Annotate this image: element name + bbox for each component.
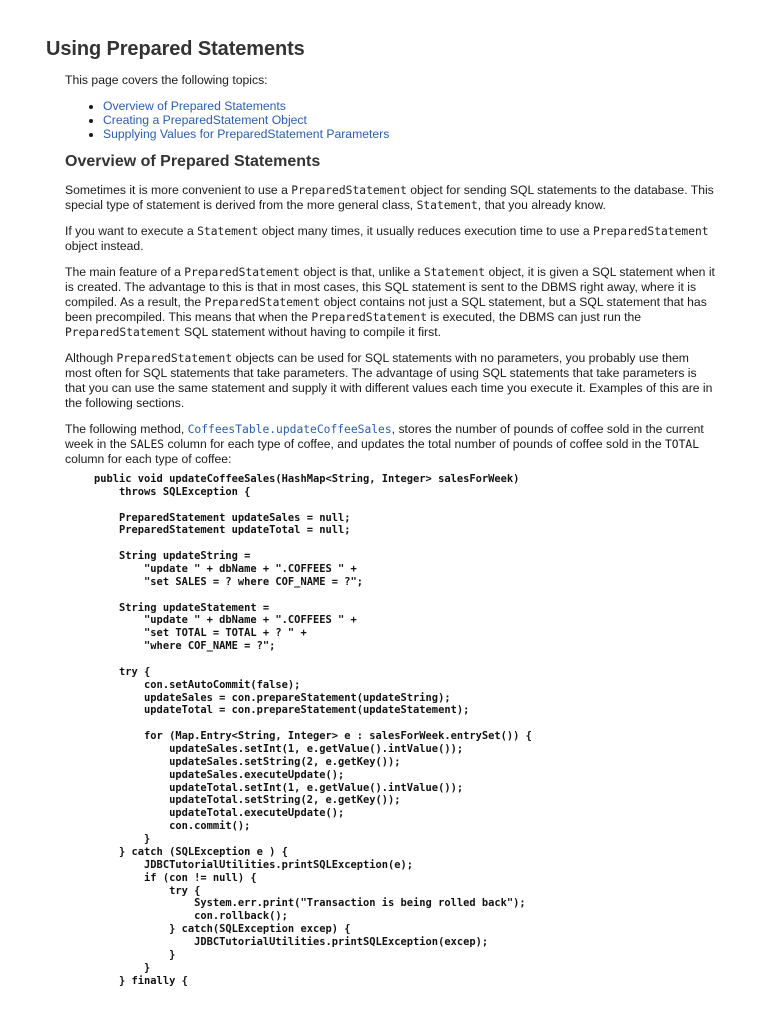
text-run: object is that, unlike a bbox=[299, 265, 424, 279]
toc-link-overview[interactable]: Overview of Prepared Statements bbox=[103, 99, 286, 113]
inline-code: TOTAL bbox=[665, 438, 700, 451]
paragraph-4 bbox=[65, 351, 715, 411]
code-block: public void updateCoffeeSales(HashMap<String, Integer> salesForWeek) throws SQLException { PreparedStatement updateSales = null; PreparedStatement updateTotal = null; String updateString = "update " + dbName + ".COFFEES " + "set SALES = ? where COF_NAME = ?"; String updateStatement = "update " + dbName + ".COFFEES " + "set TOTAL = TOTAL + ? " + "where COF_NAME = ?"; try { con.setAutoCommit(false); updateSales = con.prepareStatement(updateString); updateTotal = con.prepareStatement(updateStatement); for (Map.Entry<String, Integer> e : salesForWeek.entrySet()) { updateSales.setInt(1, e.getValue().intValue()); updateSales.setString(2, e.getKey()); updateSales.executeUpdate(); updateTotal.setInt(1, e.getValue().intValue()); updateTotal.setString(2, e.getKey()); updateTotal.executeUpdate(); con.commit(); } } catch (SQLException e ) { JDBCTutorialUtilities.printSQLException(e); if (con != null) { try { System.err.print("Transaction is being rolled back"); con.rollback(); } catch(SQLException excep) { JDBCTutorialUtilities.printSQLException(excep); } } } finally { bbox=[94, 473, 532, 987]
toc-link-supplying[interactable]: Supplying Values for PreparedStatement Parameters bbox=[103, 127, 390, 141]
page-title: Using Prepared Statements bbox=[46, 38, 305, 60]
paragraph-5 bbox=[65, 422, 715, 467]
inline-code: PreparedStatement bbox=[311, 311, 428, 324]
body-text bbox=[65, 183, 715, 478]
text-run: column for each type of coffee: bbox=[65, 452, 232, 466]
text-run: object, it is given a SQL statement when it is created. The advantage to this is that in most cases, this SQL statement is sent to the DBMS right away, where it is compiled. As a result, the bbox=[65, 265, 715, 309]
text-run: object many times, it usually reduces execution time to use a bbox=[258, 224, 593, 238]
topic-list bbox=[65, 99, 389, 141]
text-run: , that you already know. bbox=[477, 198, 606, 212]
text-run: column for each type of coffee, and updates the total number of pounds of coffee sold in the bbox=[164, 437, 665, 451]
inline-code: SALES bbox=[130, 438, 165, 451]
inline-code: Statement bbox=[416, 199, 478, 212]
inline-code: PreparedStatement bbox=[204, 296, 321, 309]
inline-code: Statement bbox=[197, 225, 259, 238]
paragraph-2 bbox=[65, 224, 715, 254]
text-run: objects can be used for SQL statements with no parameters, you probably use them most often for SQL statements that take parameters. The advantage of using SQL statements that take parameters is that you can use the same statement and supply it with different values each time you execute it. Examples of this are in the following sections. bbox=[65, 351, 713, 410]
inline-code: PreparedStatement bbox=[65, 326, 181, 339]
text-run: is executed, the DBMS can just run the bbox=[427, 310, 642, 324]
text-run: Although bbox=[65, 351, 117, 365]
method-link[interactable]: CoffeesTable.updateCoffeeSales bbox=[187, 423, 392, 436]
text-run: The main feature of a bbox=[65, 265, 185, 279]
text-run: SQL statement without having to compile it first. bbox=[180, 325, 441, 339]
text-run: , stores the number of pounds of coffee sold in the current week in the bbox=[65, 422, 704, 451]
text-run: Sometimes it is more convenient to use a bbox=[65, 183, 292, 197]
intro-text: This page covers the following topics: bbox=[65, 73, 268, 87]
list-item bbox=[103, 99, 389, 113]
text-run: object contains not just a SQL statement, but a SQL statement that has been precompiled. This means that when the bbox=[65, 295, 707, 324]
text-run: object instead. bbox=[65, 239, 144, 253]
inline-code: PreparedStatement bbox=[291, 184, 407, 197]
inline-code: Statement bbox=[423, 266, 486, 279]
text-run: object for sending SQL statements to the database. This special type of statement is derived from the more general class, bbox=[65, 183, 714, 212]
section-heading: Overview of Prepared Statements bbox=[65, 153, 321, 170]
inline-code: PreparedStatement bbox=[184, 266, 300, 279]
text-run: If you want to execute a bbox=[65, 224, 198, 238]
toc-link-creating[interactable]: Creating a PreparedStatement Object bbox=[103, 113, 307, 127]
list-item bbox=[103, 113, 389, 127]
list-item bbox=[103, 127, 389, 141]
inline-code: PreparedStatement bbox=[116, 352, 233, 365]
paragraph-3 bbox=[65, 265, 715, 340]
paragraph-1 bbox=[65, 183, 715, 213]
inline-code: PreparedStatement bbox=[592, 225, 709, 238]
text-run: The following method, bbox=[65, 422, 188, 436]
